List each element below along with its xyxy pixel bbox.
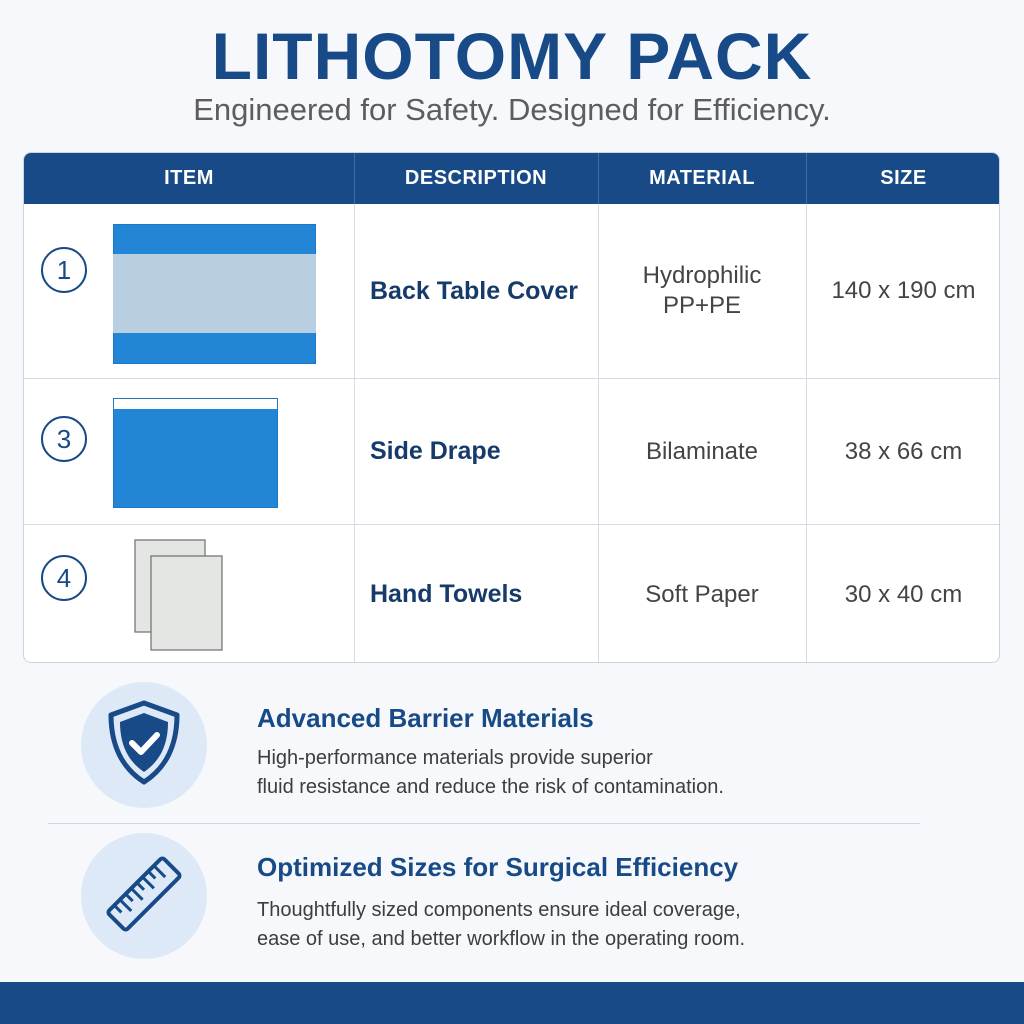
table-row (24, 378, 1000, 524)
item-description: Back Table Cover (370, 276, 578, 305)
feature-description (257, 896, 837, 954)
feature-title: Optimized Sizes for Surgical Efficiency (257, 852, 739, 882)
product-table (23, 152, 1000, 663)
hand-towels-image (134, 539, 226, 651)
feature-icon-circle (81, 682, 207, 808)
feature-title: Advanced Barrier Materials (257, 703, 594, 733)
item-description: Side Drape (370, 437, 501, 465)
item-size: 30 x 40 cm (844, 580, 963, 608)
item-size: 38 x 66 cm (844, 437, 963, 465)
item-number-badge: 1 (41, 247, 87, 293)
material-line: Hydrophilic (642, 262, 762, 289)
side-drape-image (113, 398, 278, 508)
feature-line: fluid resistance and reduce the risk of contamination. (257, 776, 724, 798)
feature-icon-circle (81, 833, 207, 959)
table-row (24, 204, 1000, 378)
page-title: LITHOTOMY PACK (211, 19, 813, 93)
back-table-cover-image (113, 224, 316, 364)
table-row (24, 524, 1000, 663)
feature-line: ease of use, and better workflow in the operating room. (257, 928, 746, 950)
item-number-badge: 3 (41, 416, 87, 462)
item-material: Soft Paper (645, 580, 759, 608)
item-size: 140 x 190 cm (831, 277, 976, 304)
table-header (24, 153, 1000, 204)
section-divider (48, 823, 920, 824)
material-line: PP+PE (662, 292, 742, 319)
item-material: Bilaminate (645, 437, 759, 465)
feature-line: High-performance materials provide superior (257, 747, 653, 769)
header-material: MATERIAL (649, 167, 755, 189)
shield-check-icon (107, 700, 181, 791)
feature-description (257, 744, 837, 802)
ruler-icon (101, 851, 187, 942)
page-subtitle: Engineered for Safety. Designed for Efficiency. (193, 92, 831, 127)
item-number-badge: 4 (41, 555, 87, 601)
item-description: Hand Towels (370, 580, 523, 608)
header-description: DESCRIPTION (404, 167, 548, 189)
header-size: SIZE (880, 167, 927, 189)
footer-bar (0, 982, 1024, 1024)
item-material (598, 204, 806, 378)
header-item: ITEM (164, 167, 214, 189)
feature-line: Thoughtfully sized components ensure ideal coverage, (257, 899, 741, 921)
